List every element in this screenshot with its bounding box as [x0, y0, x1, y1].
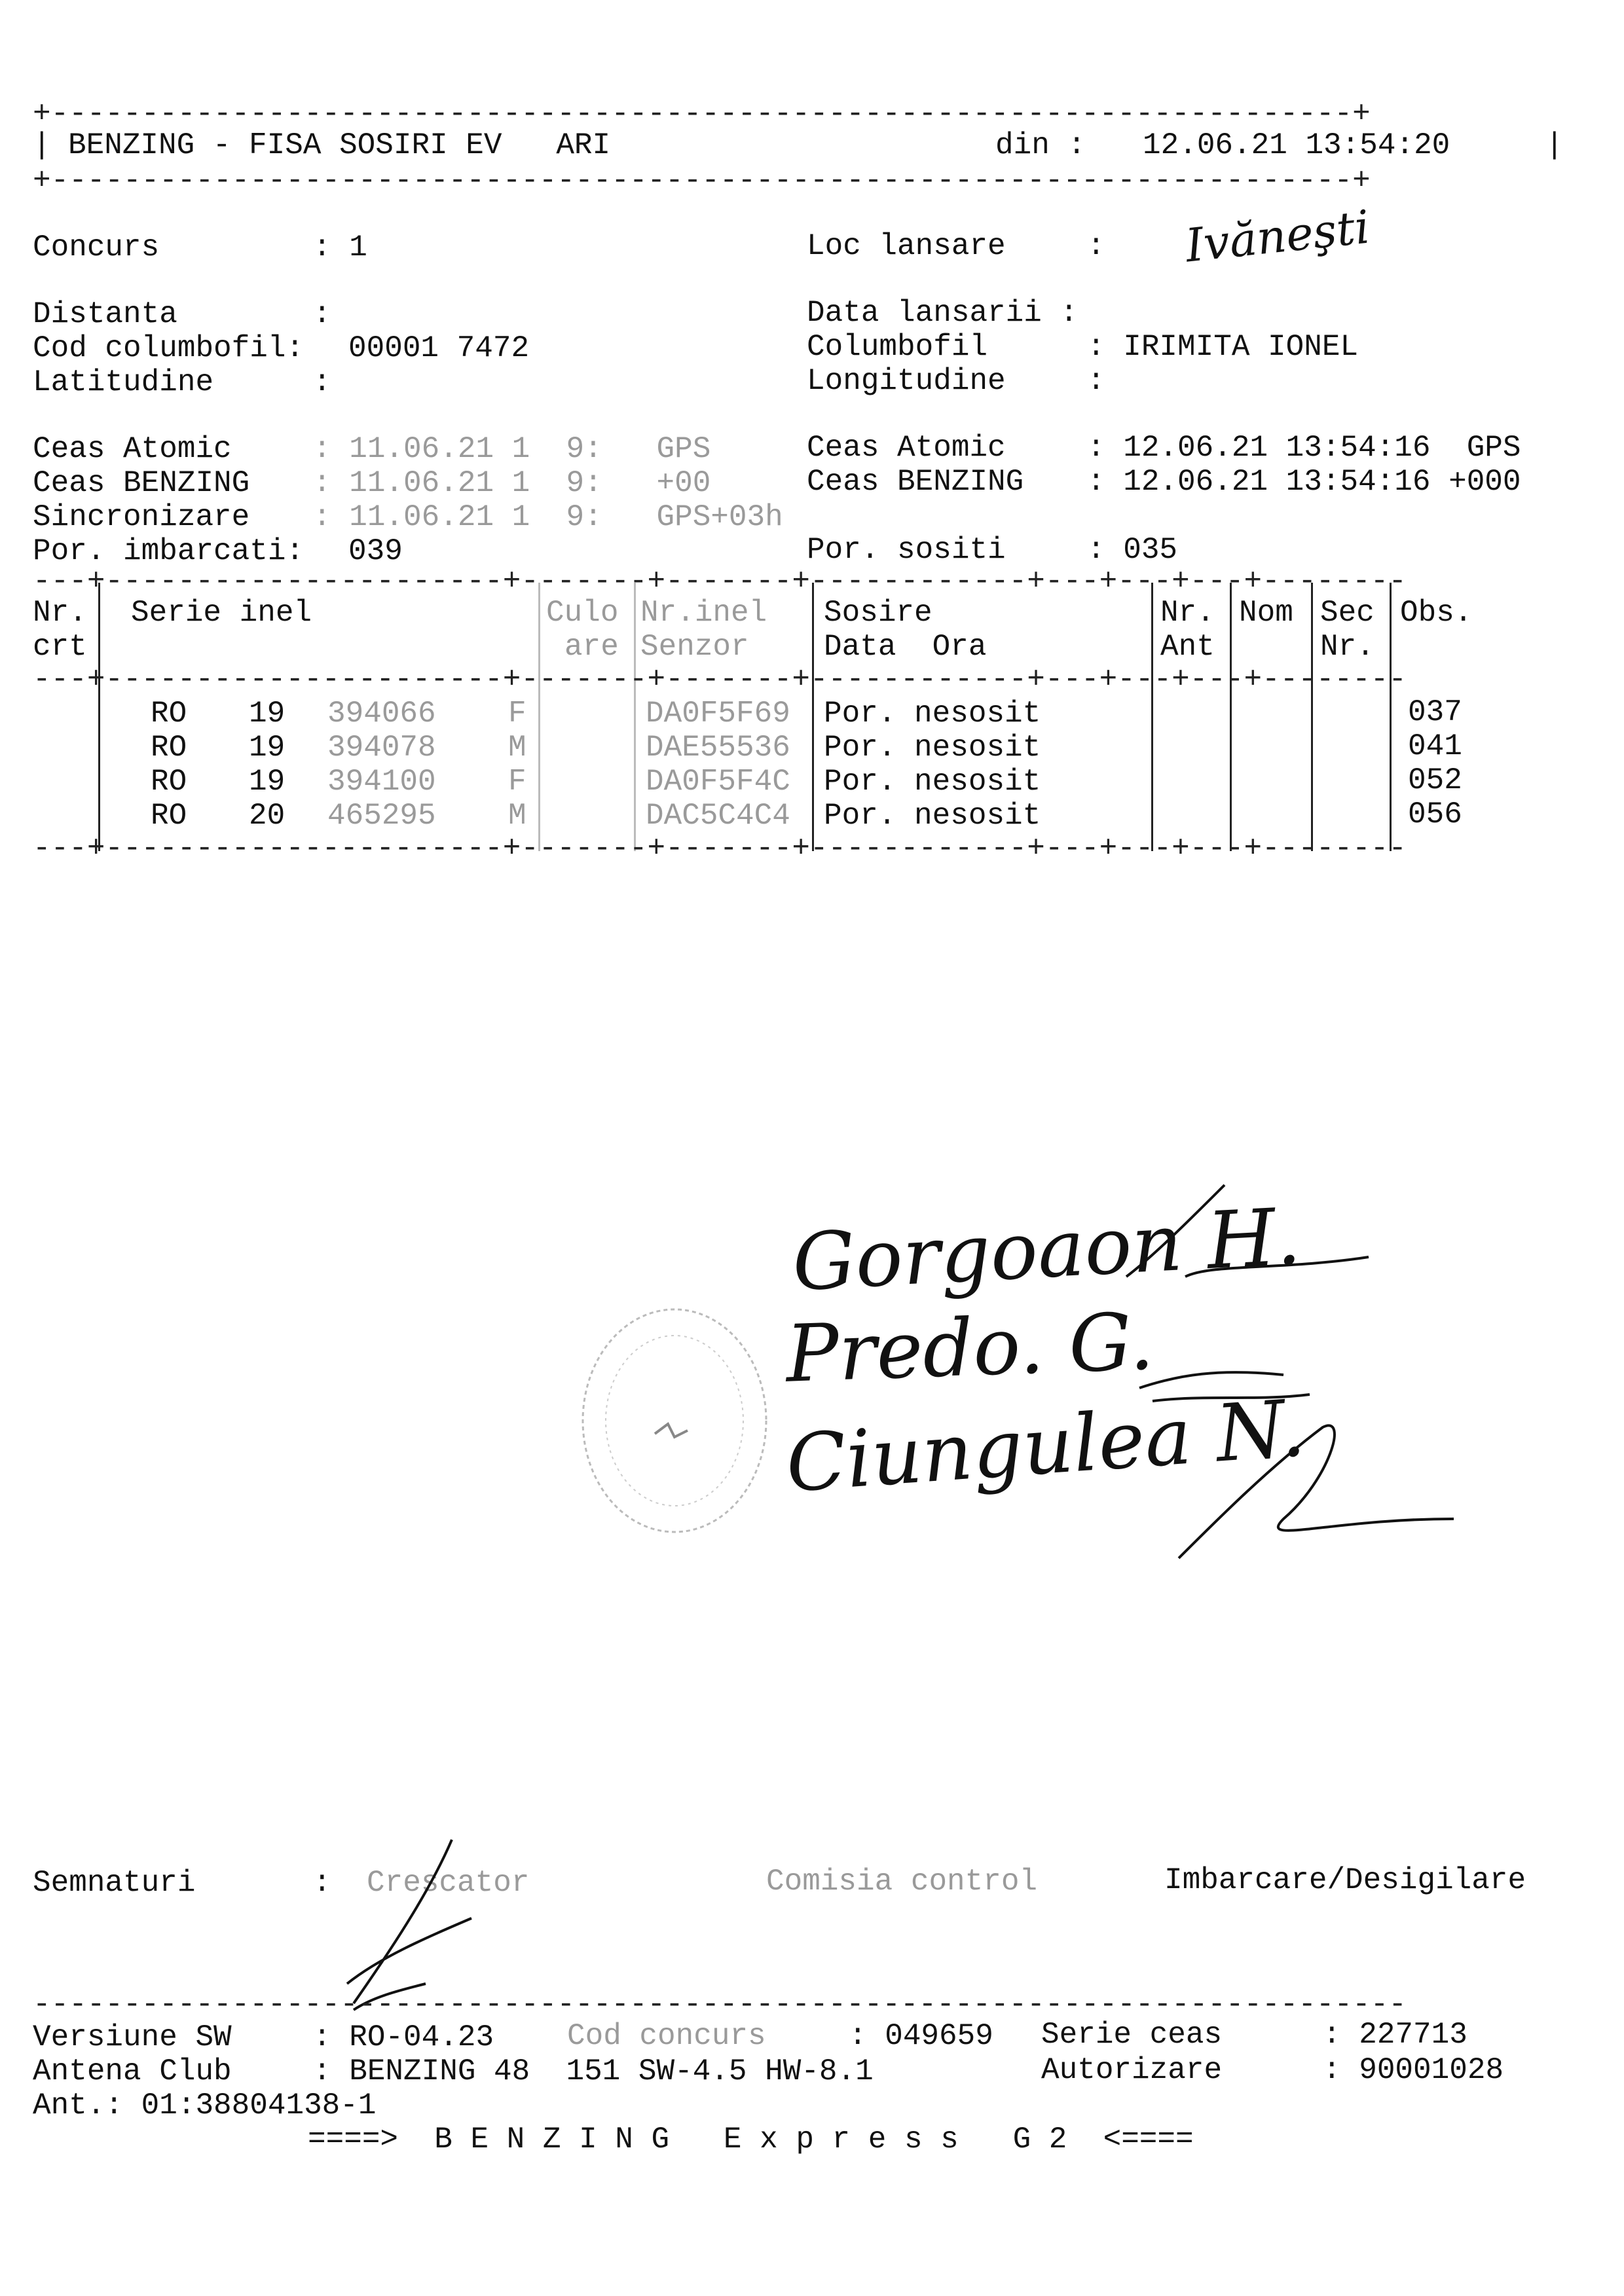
row-sosire: Por. nesosit [824, 697, 1041, 731]
th-serie-inel: Serie inel [131, 596, 312, 630]
serie-ceas-label: Serie ceas [1041, 2018, 1223, 2052]
cod-columbofil-value: 00001 7472 [348, 331, 530, 365]
row-sex: F [508, 697, 526, 731]
th-ant: Ant [1160, 630, 1215, 664]
row-senzor: DA0F5F69 [646, 697, 790, 731]
cod-concurs-label: Cod concurs [567, 2019, 766, 2053]
row-sex: F [508, 765, 526, 799]
loc-lansare-colon: : [1087, 229, 1105, 263]
row-serie: 394100 [327, 765, 436, 799]
ceas-benzing-left-value: : 11.06.21 1 9: +00 [313, 466, 711, 500]
latitudine-label: Latitudine [33, 365, 214, 399]
latitudine-colon: : [313, 365, 331, 399]
row-tara: RO [151, 765, 187, 799]
th-senzor: Senzor [640, 630, 749, 664]
comisia-label: Comisia control [766, 1865, 1038, 1899]
express-line: ====> B E N Z I N G E x p r e s s G 2 <==== [308, 2123, 1194, 2157]
row-culoare [550, 731, 586, 765]
col-sep-7 [1311, 583, 1313, 851]
row-tara: RO [151, 731, 187, 765]
th-culo: Culo [546, 596, 619, 630]
distanta-label: Distanta [33, 297, 177, 331]
semnaturi-colon: : [313, 1866, 331, 1900]
row-culoare [550, 697, 586, 731]
row-culoare [550, 799, 586, 833]
th-crt: crt [33, 630, 87, 664]
th-nr-ant: Nr. [1160, 596, 1215, 630]
header-right-bar: | [1545, 128, 1564, 162]
longitudine-label: Longitudine [807, 364, 1006, 398]
row-tara: RO [151, 697, 187, 731]
row-an: 20 [249, 799, 286, 833]
header-din-label: din : [995, 128, 1086, 162]
col-sep-4 [812, 583, 814, 851]
row-senzor: DAE55536 [646, 731, 790, 765]
header-bottom-border: +------------------------------------------------------------------------+ [33, 164, 1371, 198]
right-ceas-atomic-label: Ceas Atomic [807, 431, 1006, 465]
versiune-value: : RO-04.23 [313, 2020, 494, 2054]
col-sep-6 [1230, 583, 1232, 851]
columbofil-value: : IRIMITA IONEL [1087, 330, 1359, 364]
crescator-label: Crescator [367, 1866, 530, 1900]
row-obs: 056 [1408, 797, 1462, 831]
th-sec: Sec [1320, 596, 1375, 630]
row-serie: 394078 [327, 731, 436, 765]
concurs-label: Concurs [33, 230, 160, 264]
row-sosire: Por. nesosit [824, 799, 1041, 833]
th-are: are [564, 630, 619, 664]
serie-ceas-value: : 227713 [1323, 2018, 1467, 2052]
th-sec-nr: Nr. [1320, 630, 1375, 664]
col-sep-2 [538, 583, 540, 851]
data-lansarii-label: Data lansarii : [807, 296, 1079, 330]
row-tara: RO [151, 799, 187, 833]
header-left-bar: | [33, 128, 51, 162]
header-title: BENZING - FISA SOSIRI EV ARI [68, 128, 611, 162]
autorizare-value: : 90001028 [1323, 2053, 1504, 2087]
antena-value: : BENZING 48 151 SW-4.5 HW-8.1 [313, 2054, 874, 2088]
ant-line: Ant.: 01:38804138-1 [33, 2088, 377, 2123]
signature-name-1: Gorgoaon H. [790, 1191, 1303, 1309]
row-sosire: Por. nesosit [824, 765, 1041, 799]
versiune-label: Versiune SW [33, 2020, 232, 2054]
th-sosire: Sosire [824, 596, 932, 630]
concurs-value: : 1 [313, 230, 367, 264]
footer-separator: ---------------------------------------------------------------------------- [33, 1988, 1407, 2022]
por-sositi-label: Por. sositi [807, 533, 1006, 567]
right-ceas-atomic-value: : 12.06.21 13:54:16 GPS [1087, 431, 1521, 465]
th-nr: Nr. [33, 596, 87, 630]
header-din-value: 12.06.21 13:54:20 [1143, 128, 1450, 162]
row-senzor: DA0F5F4C [646, 765, 790, 799]
row-serie: 394066 [327, 697, 436, 731]
ceas-atomic-label: Ceas Atomic [33, 432, 232, 466]
row-an: 19 [249, 731, 286, 765]
por-sositi-value: : 035 [1087, 533, 1178, 567]
autorizare-label: Autorizare [1041, 2053, 1223, 2087]
row-sosire: Por. nesosit [824, 731, 1041, 765]
por-imbarcati-label: Por. imbarcati: [33, 534, 304, 568]
por-imbarcati-value: 039 [348, 534, 403, 568]
columbofil-label: Columbofil [807, 330, 988, 364]
th-data-ora: Data Ora [824, 630, 987, 664]
header-top-border: +------------------------------------------------------------------------+ [33, 97, 1371, 131]
distanta-colon: : [313, 297, 331, 331]
right-ceas-benzing-label: Ceas BENZING [807, 465, 1024, 499]
right-ceas-benzing-value: : 12.06.21 13:54:16 +000 [1087, 465, 1521, 499]
col-sep-5 [1151, 583, 1153, 851]
col-sep-1 [98, 583, 100, 851]
sincronizare-value: : 11.06.21 1 9: GPS+03h [313, 500, 783, 534]
row-an: 19 [249, 765, 286, 799]
row-obs: 052 [1408, 763, 1462, 797]
ceas-benzing-label: Ceas BENZING [33, 466, 250, 500]
table-top-border: ---+----------------------+-------+-------+------------+---+---+---+-------- [33, 564, 1407, 598]
cod-concurs-value: : 049659 [849, 2019, 993, 2053]
table-bottom-border: ---+----------------------+-------+-------+------------+---+---+---+-------- [33, 831, 1407, 866]
table-header-separator: ---+----------------------+-------+-------+------------+---+---+---+-------- [33, 663, 1407, 697]
semnaturi-label: Semnaturi [33, 1866, 196, 1900]
row-obs: 041 [1408, 729, 1462, 763]
loc-lansare-label: Loc lansare [807, 229, 1006, 263]
sincronizare-label: Sincronizare [33, 500, 250, 534]
col-sep-3 [634, 583, 636, 851]
cod-columbofil-label: Cod columbofil: [33, 331, 304, 365]
th-obs: Obs. [1400, 596, 1473, 630]
col-sep-8 [1390, 583, 1392, 851]
commission-stamp [576, 1303, 773, 1539]
imbarcare-label: Imbarcare/Desigilare [1164, 1863, 1526, 1897]
signature-name-2: Predo. G. [784, 1296, 1156, 1400]
row-sex: M [508, 799, 526, 833]
longitudine-colon: : [1087, 364, 1105, 398]
antena-label: Antena Club [33, 2054, 232, 2088]
row-obs: 037 [1408, 695, 1462, 729]
signature-name-3: Ciungulea N. [783, 1383, 1308, 1510]
ceas-atomic-left-value: : 11.06.21 1 9: GPS [313, 432, 711, 466]
th-nom: Nom [1239, 596, 1293, 630]
signature-flourishes [1113, 1178, 1480, 1584]
row-serie: 465295 [327, 799, 436, 833]
loc-lansare-handwritten: Ivăneşti [1183, 200, 1373, 273]
row-culoare [550, 765, 586, 799]
th-nr-inel: Nr.inel [640, 596, 767, 630]
row-senzor: DAC5C4C4 [646, 799, 790, 833]
row-an: 19 [249, 697, 286, 731]
row-sex: M [508, 731, 526, 765]
